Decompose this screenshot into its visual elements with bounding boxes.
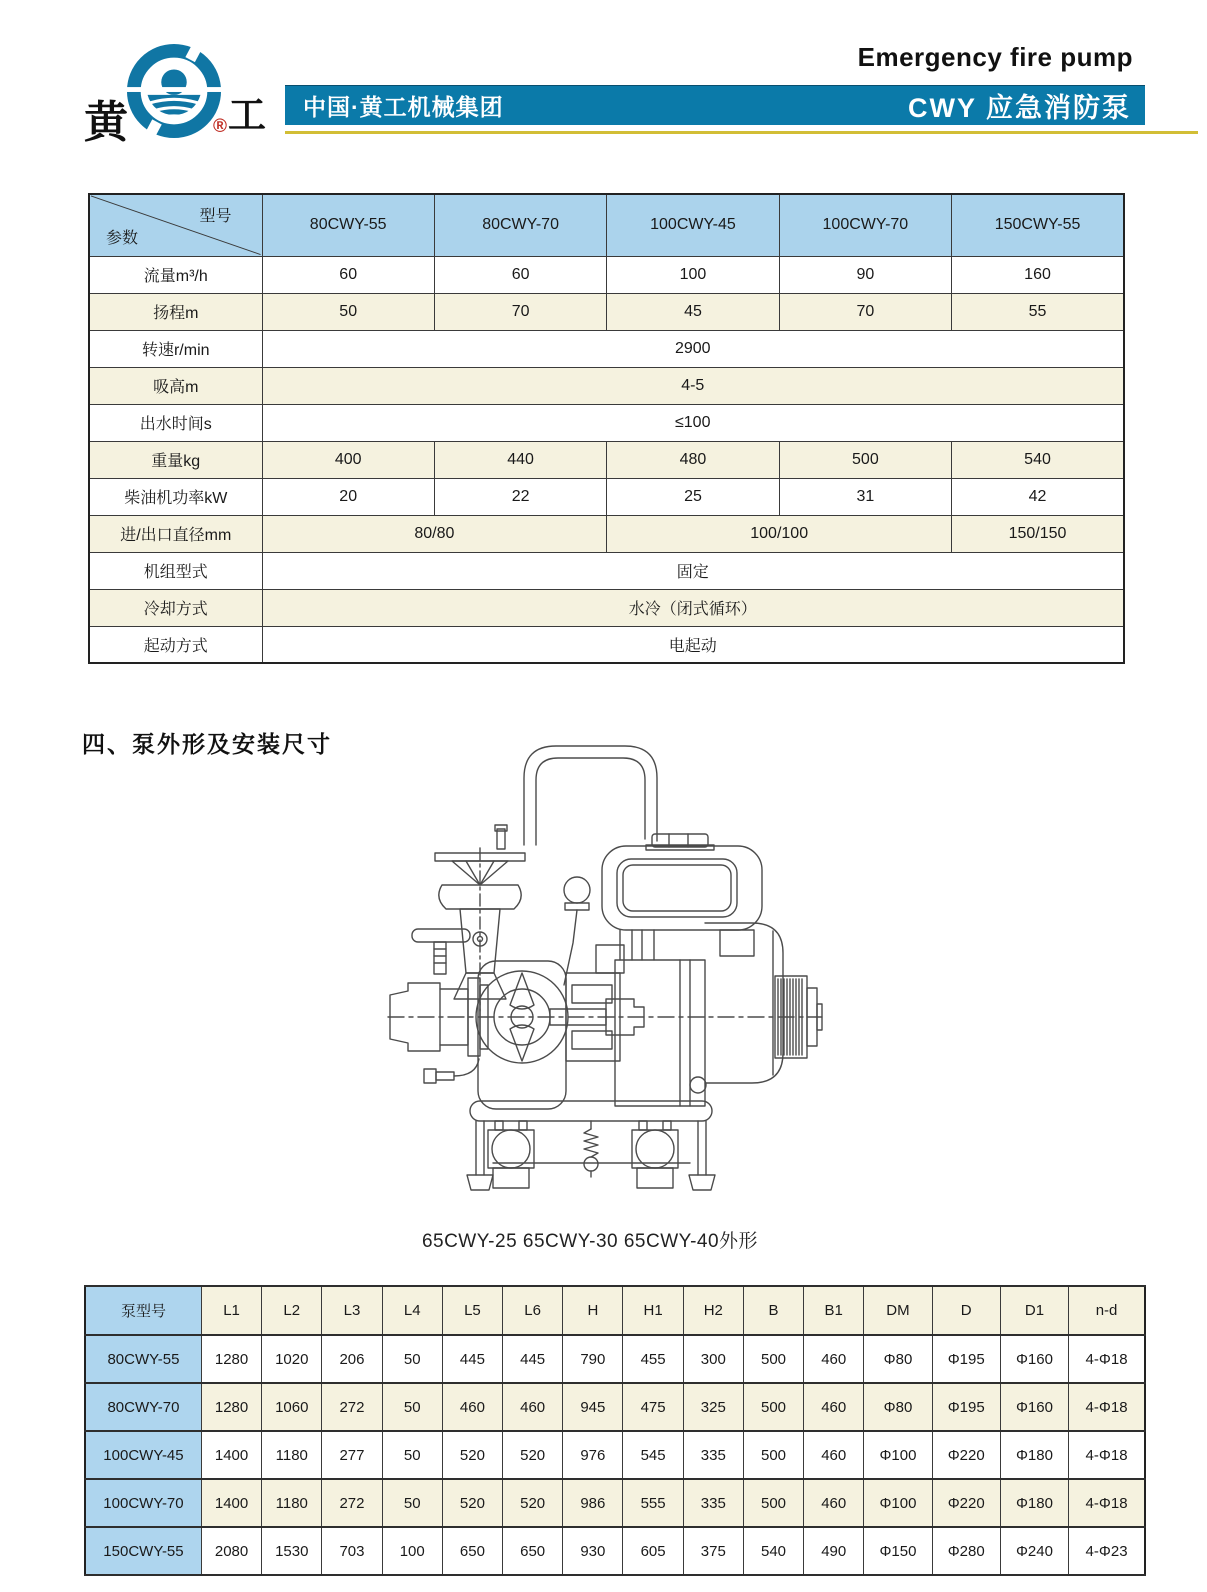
spec-cell: 500	[779, 441, 951, 478]
dim-cell: 605	[623, 1527, 683, 1575]
dim-cell: 460	[804, 1335, 864, 1383]
dim-model-cell: 100CWY-45	[85, 1431, 201, 1479]
spec-row	[89, 367, 1124, 404]
dim-cell: Φ195	[932, 1335, 1000, 1383]
dim-cell: 500	[743, 1335, 803, 1383]
dim-header: H	[563, 1286, 623, 1335]
dim-cell: 4-Φ18	[1069, 1431, 1145, 1479]
spec-row-label: 流量m³/h	[89, 256, 262, 293]
dim-cell: 277	[322, 1431, 382, 1479]
spec-cell: 20	[262, 478, 434, 515]
dim-cell: Φ160	[1000, 1335, 1068, 1383]
dim-cell: 4-Φ18	[1069, 1335, 1145, 1383]
dim-header: L3	[322, 1286, 382, 1335]
dim-cell: 790	[563, 1335, 623, 1383]
dim-header: L1	[201, 1286, 261, 1335]
dim-cell: 4-Φ23	[1069, 1527, 1145, 1575]
dim-cell: 50	[382, 1335, 442, 1383]
spec-cell: 25	[607, 478, 779, 515]
spec-model-header: 80CWY-70	[434, 194, 606, 256]
spec-row-label: 进/出口直径mm	[89, 515, 262, 552]
dim-cell: 272	[322, 1479, 382, 1527]
dim-cell: 1280	[201, 1383, 261, 1431]
spec-row-label: 扬程m	[89, 293, 262, 330]
dim-cell: 2080	[201, 1527, 261, 1575]
dim-cell: Φ280	[932, 1527, 1000, 1575]
header-banner	[285, 85, 1145, 125]
dim-cell: 500	[743, 1479, 803, 1527]
dim-model-cell: 100CWY-70	[85, 1479, 201, 1527]
spec-cell: 45	[607, 293, 779, 330]
dim-cell: 325	[683, 1383, 743, 1431]
dim-header: DM	[864, 1286, 932, 1335]
spec-cell: 固定	[262, 552, 1124, 589]
spec-cell: 400	[262, 441, 434, 478]
dim-cell: Φ220	[932, 1431, 1000, 1479]
dim-header: B1	[804, 1286, 864, 1335]
dim-header: L4	[382, 1286, 442, 1335]
spec-row-label: 机组型式	[89, 552, 262, 589]
dim-cell: 520	[442, 1479, 502, 1527]
company-logo-icon	[125, 42, 223, 140]
dim-row	[85, 1527, 1145, 1575]
dim-cell: 1180	[262, 1479, 322, 1527]
spec-row-label: 柴油机功率kW	[89, 478, 262, 515]
registered-mark: ®	[213, 116, 227, 137]
dim-cell: 206	[322, 1335, 382, 1383]
dim-cell: 445	[503, 1335, 563, 1383]
dim-cell: 460	[442, 1383, 502, 1431]
dim-cell: 4-Φ18	[1069, 1383, 1145, 1431]
dim-cell: 555	[623, 1479, 683, 1527]
spec-row	[89, 330, 1124, 367]
dim-cell: Φ180	[1000, 1479, 1068, 1527]
dim-cell: 445	[442, 1335, 502, 1383]
spec-row-label: 吸高m	[89, 367, 262, 404]
english-title: Emergency fire pump	[857, 42, 1133, 72]
dim-cell: 460	[804, 1431, 864, 1479]
dim-row	[85, 1383, 1145, 1431]
spec-cell: 电起动	[262, 626, 1124, 663]
spec-row-label: 转速r/min	[89, 330, 262, 367]
dim-cell: 1530	[262, 1527, 322, 1575]
dim-cell: Φ180	[1000, 1431, 1068, 1479]
spec-cell: 60	[434, 256, 606, 293]
dim-cell: 50	[382, 1479, 442, 1527]
corner-label-param: 参数	[106, 229, 139, 247]
spec-cell: 水冷（闭式循环）	[262, 589, 1124, 626]
dim-cell: Φ195	[932, 1383, 1000, 1431]
dim-cell: 545	[623, 1431, 683, 1479]
dim-cell: 460	[804, 1479, 864, 1527]
dim-header: H2	[683, 1286, 743, 1335]
dim-header: n-d	[1069, 1286, 1145, 1335]
dim-row	[85, 1431, 1145, 1479]
spec-cell: 150/150	[952, 515, 1124, 552]
spec-cell: 80/80	[262, 515, 607, 552]
accent-line	[285, 131, 1198, 134]
dim-cell: 300	[683, 1335, 743, 1383]
spec-row	[89, 478, 1124, 515]
spec-model-header: 150CWY-55	[952, 194, 1124, 256]
dim-cell: 1280	[201, 1335, 261, 1383]
dim-header: H1	[623, 1286, 683, 1335]
dim-cell: 100	[382, 1527, 442, 1575]
dim-cell: Φ160	[1000, 1383, 1068, 1431]
spec-row	[89, 441, 1124, 478]
spec-row-label: 冷却方式	[89, 589, 262, 626]
spec-cell: 100/100	[607, 515, 952, 552]
spec-row	[89, 404, 1124, 441]
dim-cell: 50	[382, 1383, 442, 1431]
dim-cell: 375	[683, 1527, 743, 1575]
spec-row	[89, 552, 1124, 589]
dim-cell: 976	[563, 1431, 623, 1479]
spec-table	[88, 193, 1125, 664]
dim-header: D1	[1000, 1286, 1068, 1335]
dim-cell: 4-Φ18	[1069, 1479, 1145, 1527]
spec-cell: 100	[607, 256, 779, 293]
dim-row	[85, 1335, 1145, 1383]
dim-cell: 1400	[201, 1431, 261, 1479]
dim-cell: 540	[743, 1527, 803, 1575]
dim-header-model: 泵型号	[85, 1286, 201, 1335]
spec-model-header: 100CWY-70	[779, 194, 951, 256]
section-title: 四、泵外形及安装尺寸	[82, 731, 332, 757]
dim-cell: Φ80	[864, 1335, 932, 1383]
dim-cell: 1020	[262, 1335, 322, 1383]
spec-cell: 70	[434, 293, 606, 330]
spec-row	[89, 293, 1124, 330]
dim-model-cell: 150CWY-55	[85, 1527, 201, 1575]
spec-cell: 55	[952, 293, 1124, 330]
corner-label-model: 型号	[199, 208, 232, 225]
dim-cell: 1180	[262, 1431, 322, 1479]
dim-cell: 335	[683, 1431, 743, 1479]
dim-header: L5	[442, 1286, 502, 1335]
dim-cell: 986	[563, 1479, 623, 1527]
spec-model-header: 100CWY-45	[607, 194, 779, 256]
dim-cell: Φ100	[864, 1479, 932, 1527]
spec-cell: 70	[779, 293, 951, 330]
spec-cell: 31	[779, 478, 951, 515]
logo-char-left: 黄	[84, 98, 128, 147]
dim-cell: Φ220	[932, 1479, 1000, 1527]
dim-header: L2	[262, 1286, 322, 1335]
dim-cell: Φ240	[1000, 1527, 1068, 1575]
spec-row-label: 出水时间s	[89, 404, 262, 441]
dim-row	[85, 1479, 1145, 1527]
spec-row-label: 起动方式	[89, 626, 262, 663]
spec-corner-cell	[89, 194, 262, 256]
dim-header: B	[743, 1286, 803, 1335]
spec-row	[89, 589, 1124, 626]
dim-cell: 520	[503, 1479, 563, 1527]
dim-cell: Φ150	[864, 1527, 932, 1575]
dim-cell: 460	[804, 1383, 864, 1431]
spec-cell: ≤100	[262, 404, 1124, 441]
spec-cell: 480	[607, 441, 779, 478]
spec-cell: 22	[434, 478, 606, 515]
dim-header: D	[932, 1286, 1000, 1335]
product-title: CWY 应急消防泵	[907, 93, 1131, 123]
dim-cell: 1400	[201, 1479, 261, 1527]
dim-cell: 500	[743, 1431, 803, 1479]
dim-model-cell: 80CWY-70	[85, 1383, 201, 1431]
spec-cell: 4-5	[262, 367, 1124, 404]
drawing-caption: 65CWY-25 65CWY-30 65CWY-40外形	[421, 1231, 759, 1252]
dim-cell: 460	[503, 1383, 563, 1431]
dim-cell: 475	[623, 1383, 683, 1431]
spec-cell: 160	[952, 256, 1124, 293]
spec-row-label: 重量kg	[89, 441, 262, 478]
dim-cell: 490	[804, 1527, 864, 1575]
spec-row	[89, 626, 1124, 663]
spec-row	[89, 515, 1124, 552]
dim-cell: 500	[743, 1383, 803, 1431]
spec-cell: 90	[779, 256, 951, 293]
spec-cell: 440	[434, 441, 606, 478]
dim-header: L6	[503, 1286, 563, 1335]
dim-cell: 272	[322, 1383, 382, 1431]
dim-cell: 335	[683, 1479, 743, 1527]
logo-char-right: 工	[228, 95, 267, 137]
spec-cell: 540	[952, 441, 1124, 478]
pump-outline-drawing	[380, 733, 830, 1193]
dimensions-table	[84, 1285, 1146, 1576]
spec-cell: 60	[262, 256, 434, 293]
dim-cell: Φ80	[864, 1383, 932, 1431]
dim-cell: 50	[382, 1431, 442, 1479]
dim-cell: 520	[442, 1431, 502, 1479]
spec-model-header: 80CWY-55	[262, 194, 434, 256]
dim-cell: 650	[503, 1527, 563, 1575]
dim-model-cell: 80CWY-55	[85, 1335, 201, 1383]
dim-cell: 945	[563, 1383, 623, 1431]
dim-cell: 703	[322, 1527, 382, 1575]
spec-row	[89, 256, 1124, 293]
spec-cell: 2900	[262, 330, 1124, 367]
spec-cell: 42	[952, 478, 1124, 515]
dim-cell: 1060	[262, 1383, 322, 1431]
company-name: 中国·黄工机械集团	[303, 94, 504, 120]
dim-cell: 455	[623, 1335, 683, 1383]
spec-cell: 50	[262, 293, 434, 330]
dim-cell: 520	[503, 1431, 563, 1479]
dim-cell: 930	[563, 1527, 623, 1575]
dim-cell: Φ100	[864, 1431, 932, 1479]
dim-cell: 650	[442, 1527, 502, 1575]
